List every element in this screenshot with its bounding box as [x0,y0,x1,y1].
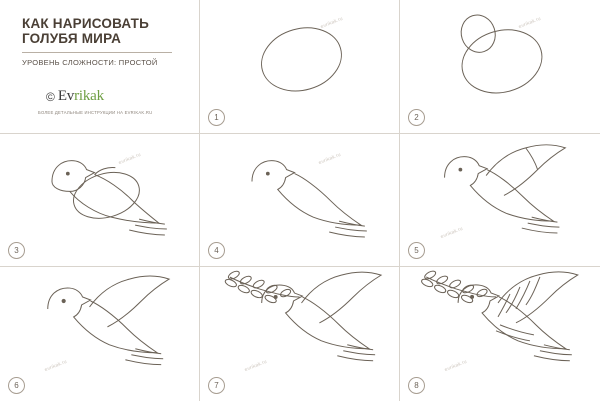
page-title-line1: КАК НАРИСОВАТЬ [22,16,150,31]
page-title [22,16,185,46]
page-title-line2: ГОЛУБЯ МИРА [22,31,122,46]
step-cell-3 [0,134,200,268]
difficulty-subtitle: УРОВЕНЬ СЛОЖНОСТИ: ПРОСТОЙ [22,58,158,67]
step-7-drawing [200,267,399,401]
step-4-drawing [200,134,399,267]
step-cell-4 [200,134,400,268]
copyright-icon: © [46,89,55,104]
step-5-drawing [400,134,600,267]
brand-footnote: БОЛЕЕ ДЕТАЛЬНЫЕ ИНСТРУКЦИИ НА EVRIKAK.RU [38,110,153,115]
step-number-8: 8 [408,377,425,394]
step-cell-7 [200,267,400,401]
watermark: evrikak.ru [517,15,542,31]
watermark: evrikak.ru [117,151,142,166]
step-3-drawing [0,134,199,267]
watermark: evrikak.ru [243,359,268,374]
step-cell-1 [200,0,400,134]
brand-name-part2: rikak [74,88,104,104]
watermark: evrikak.ru [439,225,464,240]
watermark: evrikak.ru [317,151,342,166]
step-number-4: 4 [208,242,225,259]
step-8-drawing [400,267,600,401]
brand-name-part1: Ev [57,88,75,104]
brand-name [58,88,104,105]
step-cell-6 [0,267,200,401]
step-number-1: 1 [208,109,225,126]
step-1-drawing [200,0,399,133]
step-6-drawing [0,267,199,401]
watermark: evrikak.ru [443,359,468,374]
step-cell-5 [400,134,600,268]
step-cell-8 [400,267,600,401]
step-number-3: 3 [8,242,25,259]
title-cell [0,0,200,134]
step-number-7: 7 [208,377,225,394]
step-cell-2 [400,0,600,134]
title-divider [22,52,172,53]
watermark: evrikak.ru [43,359,68,374]
brand-logo [46,88,104,105]
step-number-6: 6 [8,377,25,394]
watermark: evrikak.ru [319,15,344,31]
step-2-drawing [400,0,600,133]
step-number-5: 5 [408,242,425,259]
step-number-2: 2 [408,109,425,126]
